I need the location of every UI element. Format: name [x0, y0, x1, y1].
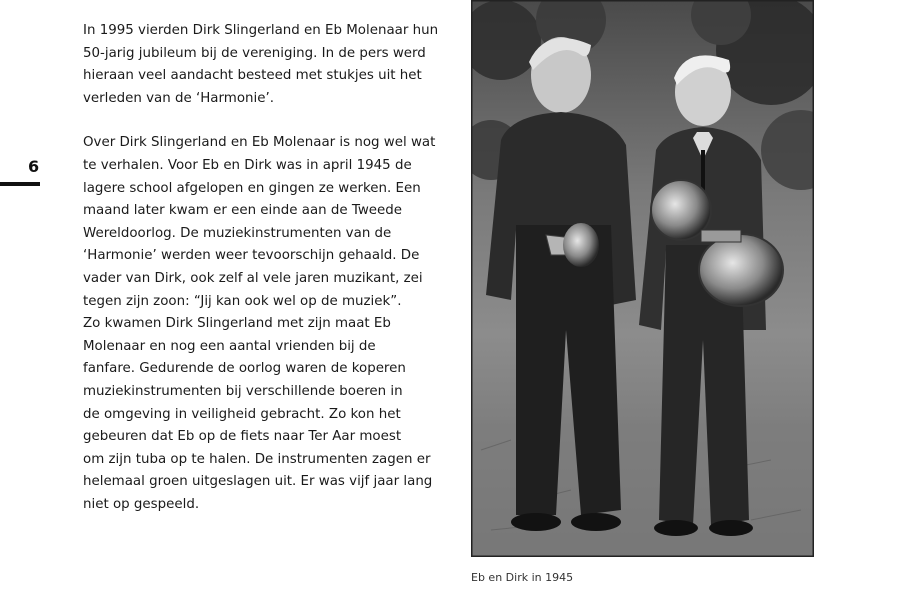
text-line: lagere school afgelopen en gingen ze werken. Een — [83, 180, 421, 196]
paragraph-2 — [83, 132, 443, 516]
text-line: Wereldoorlog. De muziekinstrumenten van de — [83, 225, 392, 241]
text-line: tegen zijn zoon: “Jij kan ook wel op de muziek”. — [83, 293, 402, 309]
body-text — [83, 20, 443, 516]
text-line: maand later kwam er een einde aan de Tweede — [83, 203, 403, 219]
photo-caption: Eb en Dirk in 1945 — [471, 571, 574, 584]
paragraph-gap — [83, 110, 443, 132]
text-line: de omgeving in veiligheid gebracht. Zo kon het — [83, 406, 401, 422]
text-line: In 1995 vierden Dirk Slingerland en Eb Molenaar hun — [83, 23, 439, 38]
text-line: Zo kwamen Dirk Slingerland met zijn maat Eb — [83, 316, 391, 332]
text-line: muziekinstrumenten bij verschillende boeren in — [83, 383, 403, 399]
text-line: Over Dirk Slingerland en Eb Molenaar is nog wel wat — [83, 135, 436, 151]
text-line: te verhalen. Voor Eb en Dirk was in april 1945 de — [83, 157, 412, 173]
text-line: ‘Harmonie’ werden weer tevoorschijn gehaald. De — [83, 248, 420, 264]
page-number-rule — [0, 182, 40, 186]
text-line: hieraan veel aandacht besteed met stukjes uit het — [83, 68, 422, 84]
paragraph-1 — [83, 20, 443, 110]
text-line: helemaal groen uitgeslagen uit. Er was vijf jaar lang — [83, 474, 433, 490]
text-line: vader van Dirk, ook zelf al vele jaren muzikant, zei — [83, 270, 423, 286]
page-number: 6 — [28, 157, 40, 176]
text-line: gebeuren dat Eb op de fiets naar Ter Aar moest — [83, 429, 402, 445]
historic-photo — [471, 0, 814, 557]
text-line: fanfare. Gedurende de oorlog waren de koperen — [83, 361, 406, 377]
text-line: niet op gespeeld. — [83, 496, 200, 512]
text-line: 50-jarig jubileum bij de vereniging. In de pers werd — [83, 45, 426, 61]
text-line: Molenaar en nog een aantal vrienden bij de — [83, 338, 376, 354]
text-line: verleden van de ‘Harmonie’. — [83, 90, 274, 106]
text-line: om zijn tuba op te halen. De instrumenten zagen er — [83, 451, 431, 467]
